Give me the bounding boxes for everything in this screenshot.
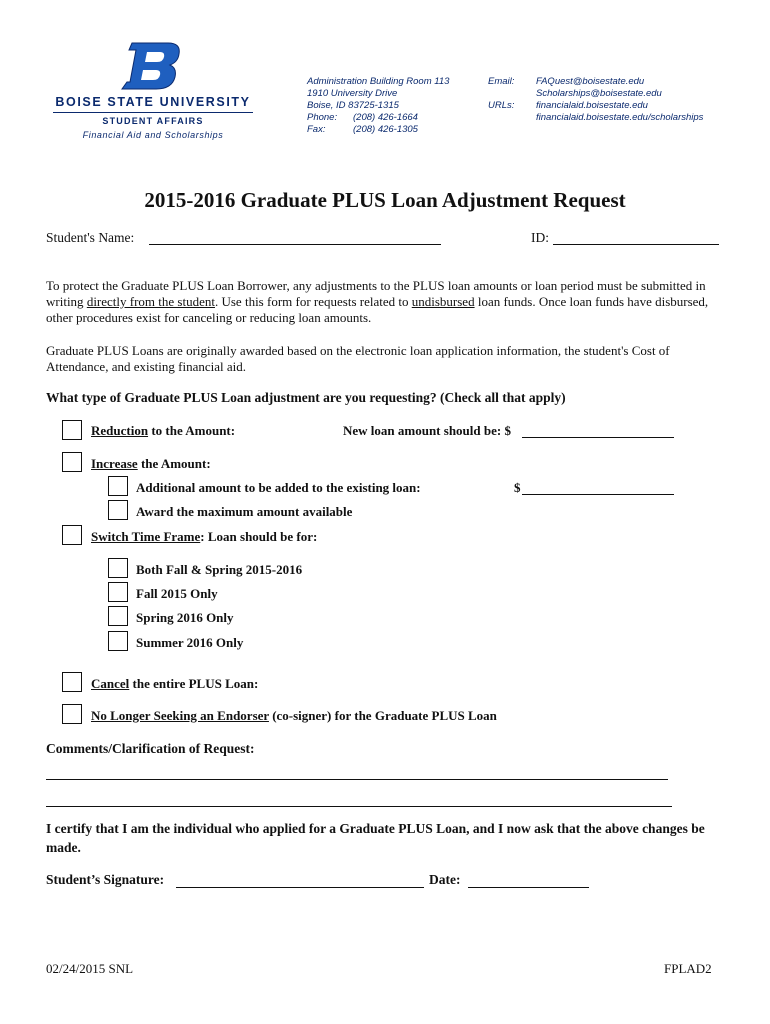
fax-label: Fax: [307, 124, 326, 135]
dollar-sign: $ [514, 480, 521, 495]
award-basis-paragraph: Graduate PLUS Loans are originally awarded based on the electronic loan application information, the student's Cost of Attendance, and existing financial aid. [46, 343, 670, 374]
address-line-2: 1910 University Drive [307, 88, 398, 99]
new-amount-label: New loan amount should be: $ [343, 423, 511, 438]
office-name: Financial Aid and Scholarships [82, 130, 224, 140]
additional-amount-checkbox[interactable] [108, 476, 128, 496]
comments-label: Comments/Clarification of Request: [46, 741, 255, 756]
url-financial-aid[interactable]: financialaid.boisestate.edu [536, 100, 648, 111]
increase-checkbox[interactable] [62, 452, 82, 472]
switch-time-frame-checkbox[interactable] [62, 525, 82, 545]
university-name: BOISE STATE UNIVERSITY [55, 95, 251, 109]
address-line-1: Administration Building Room 113 [307, 76, 450, 87]
email-label: Email: [488, 76, 515, 87]
intro-text-2: . Use this form for requests related to [214, 294, 412, 309]
new-amount-field[interactable] [522, 437, 674, 438]
summer-only-checkbox[interactable] [108, 631, 128, 651]
cancel-loan-checkbox[interactable] [62, 672, 82, 692]
comments-line-1[interactable] [46, 779, 668, 780]
signature-field[interactable] [176, 887, 424, 888]
footer-revision: 02/24/2015 SNL [46, 961, 134, 976]
signature-label: Student’s Signature: [46, 872, 165, 887]
reduction-checkbox[interactable] [62, 420, 82, 440]
additional-amount-label: Additional amount to be added to the existing loan: [136, 480, 421, 495]
url-scholarships[interactable]: financialaid.boisestate.edu/scholarships [536, 112, 704, 123]
summer-only-label: Summer 2016 Only [136, 635, 244, 650]
footer-form-code: FPLAD2 [664, 961, 712, 976]
both-fall-spring-label: Both Fall & Spring 2015-2016 [136, 562, 303, 577]
date-label: Date: [429, 872, 461, 887]
header-divider [53, 112, 253, 113]
no-endorser-label: No Longer Seeking an Endorser (co-signer) for the Graduate PLUS Loan [91, 708, 497, 723]
phone-number: (208) 426-1664 [353, 112, 418, 123]
intro-paragraph [46, 278, 726, 326]
no-endorser-checkbox[interactable] [62, 704, 82, 724]
id-field[interactable] [553, 244, 719, 245]
fall-only-label: Fall 2015 Only [136, 586, 218, 601]
urls-label: URLs: [488, 100, 515, 111]
adjustment-question: What type of Graduate PLUS Loan adjustment are you requesting? (Check all that apply) [46, 390, 566, 405]
fax-number: (208) 426-1305 [353, 124, 418, 135]
award-maximum-label: Award the maximum amount available [136, 504, 353, 519]
intro-text-3: loan funds. Once loan funds have disbursed, other procedures exist for canceling or reducing loan amounts. [46, 294, 709, 325]
spring-only-checkbox[interactable] [108, 606, 128, 626]
award-maximum-checkbox[interactable] [108, 500, 128, 520]
additional-amount-field[interactable] [522, 494, 674, 495]
date-field[interactable] [468, 887, 589, 888]
switch-time-frame-label: Switch Time Frame: Loan should be for: [91, 529, 318, 544]
certification-statement: I certify that I am the individual who applied for a Graduate PLUS Loan, and I now ask that the above changes be made. [46, 821, 705, 855]
phone-label: Phone: [307, 112, 338, 123]
fall-only-checkbox[interactable] [108, 582, 128, 602]
email-faquest[interactable]: FAQuest@boisestate.edu [536, 76, 645, 87]
both-fall-spring-checkbox[interactable] [108, 558, 128, 578]
intro-text-undisbursed: undisbursed [411, 294, 475, 309]
address-line-3: Boise, ID 83725-1315 [307, 100, 399, 111]
id-label: ID: [531, 230, 549, 245]
reduction-label: Reduction to the Amount: [91, 423, 236, 438]
comments-line-2[interactable] [46, 806, 672, 807]
spring-only-label: Spring 2016 Only [136, 610, 234, 625]
boise-state-b-logo [120, 42, 182, 90]
student-name-label: Student's Name: [46, 230, 135, 245]
department-name: STUDENT AFFAIRS [102, 116, 204, 126]
intro-text-directly: directly from the student [86, 294, 215, 309]
form-title: 2015-2016 Graduate PLUS Loan Adjustment Request [144, 188, 626, 212]
intro-text-1: To protect the Graduate PLUS Loan Borrower, any adjustments to the PLUS loan amounts or loan period must be submitted in writing [46, 278, 706, 309]
email-scholarships[interactable]: Scholarships@boisestate.edu [536, 88, 662, 99]
increase-label: Increase the Amount: [91, 456, 211, 471]
student-name-field[interactable] [149, 244, 441, 245]
cancel-loan-label: Cancel the entire PLUS Loan: [91, 676, 259, 691]
